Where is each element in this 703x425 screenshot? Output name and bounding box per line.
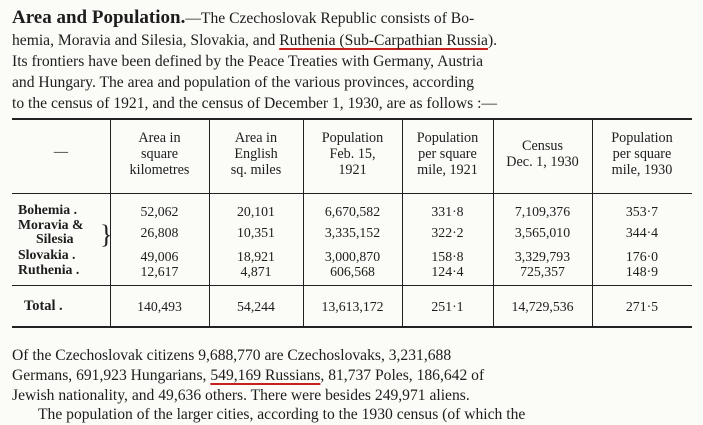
para-text: , 81,737 Poles, 186,642 of bbox=[320, 367, 485, 384]
table-cell: 176·0 bbox=[625, 249, 659, 264]
table-cell: 158·8 bbox=[431, 249, 464, 264]
brace-icon: } bbox=[100, 220, 113, 249]
table-cell: 3,335,152 bbox=[324, 225, 381, 240]
table-cell: 52,062 bbox=[140, 204, 179, 219]
para-line-4: The population of the larger cities, according to the 1930 census (of which the bbox=[38, 406, 526, 423]
intro-line-2 bbox=[12, 31, 692, 51]
section-heading: Area and Population. bbox=[12, 7, 186, 28]
header-text: Population bbox=[611, 130, 673, 146]
header-text: Area in bbox=[234, 130, 278, 146]
para-line-3: Jewish nationality, and 49,636 others. There were besides 249,971 aliens. bbox=[12, 387, 470, 404]
header-area-sq-miles bbox=[209, 130, 303, 178]
header-area-sq-km bbox=[110, 130, 209, 178]
table-cell: 148·9 bbox=[625, 264, 659, 279]
table-cell: 49,006 bbox=[140, 249, 179, 264]
table-total-rule bbox=[12, 285, 692, 286]
header-census-1930 bbox=[493, 138, 592, 170]
row-label-moravia: Moravia & bbox=[18, 217, 84, 232]
table-cell: 26,808 bbox=[140, 225, 179, 240]
table-cell: 353·7 bbox=[625, 204, 659, 219]
table-cell: 7,109,376 bbox=[514, 204, 571, 219]
total-cell: 251·1 bbox=[431, 299, 464, 314]
intro-line-3: Its frontiers have been defined by the Peace Treaties with Germany, Austria bbox=[12, 53, 483, 70]
table-cell: 124·4 bbox=[431, 264, 464, 279]
intro-text: hemia, Moravia and Silesia, Slovakia, and bbox=[12, 32, 280, 49]
intro-line-4: and Hungary. The area and population of the various provinces, according bbox=[12, 74, 475, 91]
table-cell: 20,101 bbox=[237, 204, 275, 219]
table-cell: 4,871 bbox=[240, 264, 272, 279]
header-text: per square bbox=[418, 146, 477, 162]
total-cell: 13,613,172 bbox=[321, 299, 384, 314]
header-text: Dec. 1, 1930 bbox=[506, 154, 579, 170]
table-cell: 606,568 bbox=[330, 264, 375, 279]
table-cell: 322·2 bbox=[431, 225, 464, 240]
row-label-ruthenia: Ruthenia . bbox=[18, 262, 80, 277]
table-cell: 18,921 bbox=[237, 249, 275, 264]
intro-text: ). bbox=[487, 32, 498, 49]
underlined-ruthenia: Ruthenia (Sub-Carpathian Russia bbox=[279, 32, 488, 49]
table-cell: 10,351 bbox=[237, 225, 275, 240]
header-text: 1921 bbox=[338, 162, 367, 178]
total-cell: 271·5 bbox=[625, 299, 659, 314]
row-label-silesia: Silesia bbox=[36, 231, 74, 246]
intro-line-5: to the census of 1921, and the census of December 1, 1930, are as follows :— bbox=[12, 95, 498, 112]
header-density-1930 bbox=[592, 130, 692, 178]
header-text: Population bbox=[321, 130, 384, 146]
header-text: mile, 1921 bbox=[417, 162, 478, 178]
table-cell: 3,329,793 bbox=[514, 249, 571, 264]
underlined-russians: 549,169 Russians bbox=[210, 367, 321, 384]
total-cell: 140,493 bbox=[137, 299, 182, 314]
header-text: Census bbox=[522, 138, 563, 154]
header-density-1921 bbox=[402, 130, 493, 178]
table-cell: 3,565,010 bbox=[514, 225, 571, 240]
table-cell: 3,000,870 bbox=[324, 249, 381, 264]
total-cell: 54,244 bbox=[237, 299, 275, 314]
table-header-rule bbox=[12, 193, 692, 194]
para-line-1: Of the Czechoslovak citizens 9,688,770 are Czechoslovaks, 3,231,688 bbox=[12, 347, 452, 364]
table-cell: 331·8 bbox=[431, 204, 464, 219]
intro-line-1 bbox=[12, 8, 692, 29]
header-text: kilometres bbox=[129, 162, 190, 178]
header-text: Area in bbox=[138, 130, 181, 146]
header-text: mile, 1930 bbox=[611, 162, 673, 178]
table-top-rule bbox=[12, 118, 692, 120]
table-cell: 6,670,582 bbox=[324, 204, 381, 219]
table-cell: 344·4 bbox=[625, 225, 659, 240]
header-text: sq. miles bbox=[230, 162, 282, 178]
table-cell: 12,617 bbox=[140, 264, 179, 279]
row-label-slovakia: Slovakia . bbox=[18, 247, 76, 262]
total-cell: 14,729,536 bbox=[511, 299, 574, 314]
header-text: English bbox=[234, 146, 278, 162]
header-text: per square bbox=[612, 146, 672, 162]
table-cell: 725,357 bbox=[520, 264, 565, 279]
para-text: Germans, 691,923 Hungarians, bbox=[12, 367, 211, 384]
row-label-bohemia: Bohemia . bbox=[18, 202, 78, 217]
corner-dash: — bbox=[53, 144, 69, 160]
header-text: Feb. 15, bbox=[329, 146, 376, 162]
row-label-total: Total . bbox=[24, 298, 63, 314]
intro-text: —The Czechoslovak Republic consists of Bo- bbox=[185, 10, 475, 27]
header-text: square bbox=[140, 146, 179, 162]
table-bottom-rule bbox=[12, 326, 692, 328]
header-text: Population bbox=[416, 130, 479, 146]
header-population-1921 bbox=[303, 130, 402, 178]
para-line-2 bbox=[12, 366, 692, 386]
